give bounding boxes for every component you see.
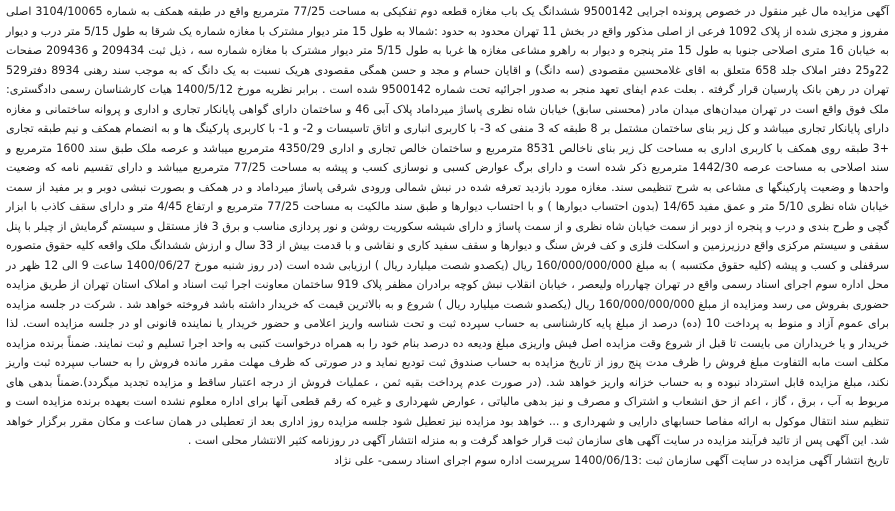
- notice-footer: تاریخ انتشار آگهی مزایده در سایت آگهی سازمان ثبت :1400/06/13 سرپرست اداره سوم اجرای اسناد رسمی- علی نژاد: [334, 453, 889, 467]
- notice-body: آگهی مزایده مال غیر منقول در خصوص پرونده اجرایی 9500142 ششدانگ یک باب مغازه قطعه دوم تفکیکی به مساحت 77/25 مترمربع واقع در طبقه همکف به شماره 3104/10065 اصلی مفروز و مجزی شده از پلاک 1092 فرعی از اصلی مذکور واقع در بخش 11 تهران محدود به حدود :شمالا به طول 15 متر دیوار مشترک با مغازه شماره یک شرقا به طول 5/15 متر درب و دیوار به خیابان 16 متری اصلاحی جنوبا به طول 15 متر پنجره و دیوار به راهرو مشاعی مغازه ها غربا به طول 5/15 متر دیوار مشترک با مغازه شماره سه ، ذیل ثبت 209434 و 209436 صفحات 22و25 دفتر املاک جلد 658 متعلق به اقای غلامحسین مقصودی (سه دانگ) و اقایان حسام و مجد و حسن همگی مقصودی هریک نسبت به یک دانگ که به موجب سند رهنی 8934 دفتر529 تهران در رهن بانک پارسیان قرار گرفته . بعلت عدم ایفای تعهد منجر به صدور اجرائیه تحت شماره 9500142 شده است . برابر نظریه مورخ 1400/5/12 هیات کارشناسان رسمی دادگستری: ملک فوق واقع است در تهران میدان‌های میدان مادر (محسنی سابق) خیابان شاه نظری پاساژ میرداماد پلاک آبی 46 و ساختمان دارای گواهی پایانکار تجاری و اداری و پروانه ساختمانی و مغازه دارای پایانکار تجاری میباشد و کل زیر بنای ساختمان مشتمل بر 8 طبقه که 3 منفی که 3- با کاربری انباری و اتاق تاسیسات و 2- و 1- با کاربری پارکینگ ها و به انضمام همکف و نیم طبقه تجاری +3 طبقه روی همکف با کاربری اداری به مساحت کل زیر بنای ناخالص 8531 مترمربع و ساختمان خالص تجاری و اداری 4350/29 مترمربع میباشد و عرصه ملک طبق سند 1600 مترمربع و سند اصلاحی به مساحت عرصه 1442/30 مترمربع ذکر شده است و دارای برگ عوارض کسبی و نوسازی کسب و پیشه به مساحت 77/25 مترمربع میباشد و دارای تقسیم نامه که وضعیت واحدها و وضعیت پارکینگها ی مشاعی به شرح تنظیمی سند. مغازه مورد بازدید تعرفه شده در نبش شمالی ورودی شرقی پاساژ میرداماد و در همکف و بصورت نبشی دوبر و بر مفید از سمت خیابان شاه نظری 5/10 متر و عمق مفید 14/65 (بدون احتساب دیوارها ) و با احتساب دیوارها و طبق سند مالکیت به مساحت 77/25 مترمربع و ارتفاع 4/45 متر و دارای سقف کاذب با ابزار گچی و طرح بندی و درب و پنجره از دوبر از سمت خیابان شاه نظری و از سمت پاساژ و دارای شیشه سکوریت روشن و نور پردازی مناسب و برق 3 فاز مستقل و سیستم گرمایش از چیلر با پنل سقفی و سیستم مرکزی واقع درزیرزمین و اسکلت فلزی و کف فرش سنگ و دیوارها و سقف سفید کاری و نقاشی و با قدمت بیش از 33 سال و ارزش ششدانگ ملک واقعه کلیه حقوق متصوره سرقفلی و کسب و پیشه (کلیه حقوق مکتسبه ) به مبلغ 160/000/000/000 ریال (یکصدو شصت میلیارد ریال ) ارزیابی شده است (در روز شنبه مورخ 1400/06/27 ساعت 9 الی 12 ظهر در محل اداره سوم اجرای اسناد رسمی واقع در تهران چهارراه ولیعصر ، خیابان انقلاب نبش کوچه برادران مظفر پلاک 919 ساختمان معاونت اجرا ثبت اسناد و املاک استان تهران از طریق مزایده حضوری بفروش می رسد ومزایده از مبلغ 160/000/000/000 ریال (یکصدو شصت میلیارد ریال ) شروع و به بالاترین قیمت که خریدار داشته باشد فروخته خواهد شد . شرکت در جلسه مزایده برای عموم آزاد و منوط به پرداخت 10 (ده) درصد از مبلغ پایه کارشناسی به حساب سپرده ثبت و تحت شناسه واریز اعلامی و حضور خریدار یا نماینده قانونی او در جلسه مزایده است. لذا خریدار و یا خریداران می بایست تا قبل از شروع وقت مزایده اصل فیش واریزی مبلغ ودیعه ده درصد بنام خود را به همراه درخواست کتبی به واحد اجرا تسلیم و ثبت نمایند. ضمناً برنده مزایده مکلف است مابه التفاوت مبلغ فروش را ظرف مدت پنج روز از تاریخ مزایده به حساب صندوق ثبت تودیع نماید و در صورتی که ظرف مهلت مقرر مانده فروش را به حساب سپرده ثبت واریز نکند، مبلغ مزایده قابل استرداد نبوده و به حساب خزانه واریز خواهد شد. (در صورت عدم پرداخت بقیه ثمن ، عملیات فروش از درجه اعتبار ساقط و مزایده تجدید میگردد).ضمناً بدهی های مربوط به آب ، برق ، گاز ، اعم از حق انشعاب و اشتراک و مصرف و نیز بدهی مالیاتی ، عوارض شهرداری و غیره که رقم قطعی آنها برای اداره معلوم نشده است بعهده برنده مزایده است و تنظیم سند انتقال موکول به ارائه مفاصا حسابهای دارایی و شهرداری و ... خواهد بود مزایده نیز تعطیل شود جلسه مزایده روز اداری بعد از تعطیلی در همان ساعت و مکان مقرر برگزار خواهد شد. این آگهی پس از تائید فرآیند مزایده در سایت آگهی های سازمان ثبت قرار خواهد گرفت و به منزله انتشار آگهی در روزنامه کثیر الانتشار محلی است .: [6, 5, 890, 447]
